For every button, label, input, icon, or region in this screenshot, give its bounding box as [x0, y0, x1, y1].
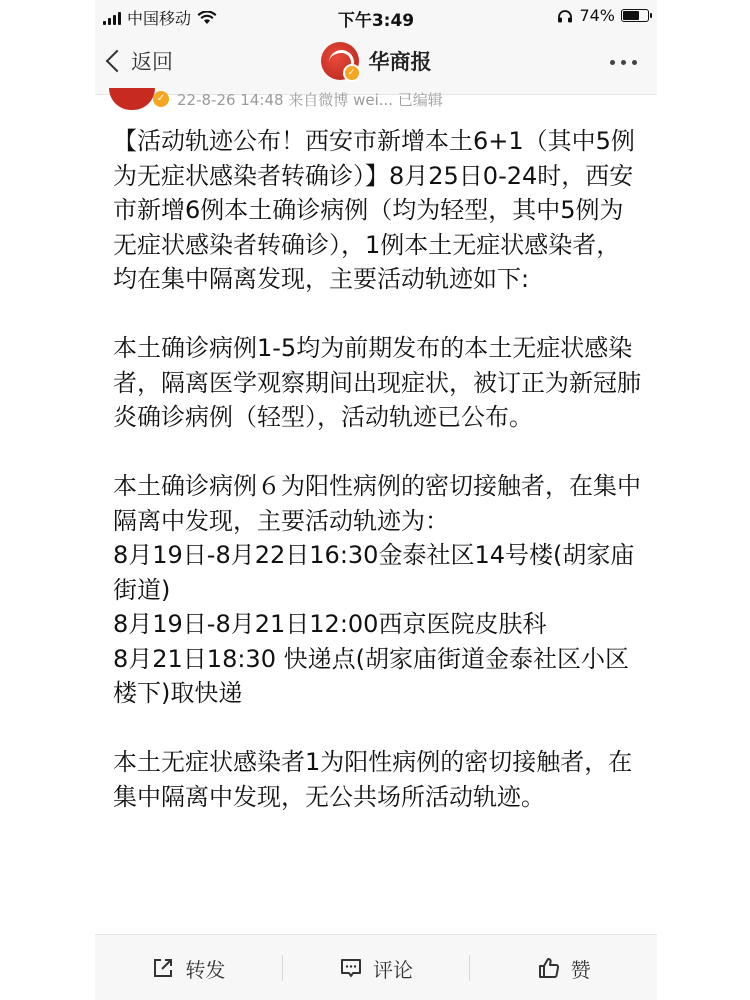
comment-label: 评论: [373, 957, 413, 982]
nav-account[interactable]: [95, 42, 657, 80]
battery-fill: [623, 11, 639, 20]
paragraph-gap: [113, 297, 641, 332]
headphones-icon: [557, 9, 573, 23]
repost-label: 转发: [185, 957, 226, 982]
like-label: 赞: [570, 957, 591, 982]
more-button[interactable]: [610, 60, 637, 65]
phone-screen: [95, 0, 657, 1000]
more-dot-icon: [610, 60, 615, 65]
back-label: 返回: [131, 50, 173, 74]
author-avatar[interactable]: [109, 88, 155, 110]
track-line: 8月21日18:30 快递点(胡家庙街道金泰社区小区楼下)取快递: [113, 644, 629, 707]
more-dot-icon: [621, 60, 626, 65]
status-right: [557, 6, 649, 25]
paragraph-gap: [113, 711, 641, 746]
post-content: [113, 124, 641, 814]
clock: 下午3:49: [337, 11, 415, 31]
post-paragraph: 本土确诊病例６为阳性病例的密切接触者，在集中隔离中发现，主要活动轨迹为：: [113, 472, 641, 535]
battery-icon: [621, 9, 649, 22]
comment-icon: [339, 956, 363, 980]
right-margin: [657, 0, 750, 1000]
more-dot-icon: [632, 60, 637, 65]
post-meta: [109, 88, 649, 110]
verified-badge-icon: ✓: [153, 91, 169, 107]
nav-bar: [95, 32, 657, 95]
thumbs-up-icon: [537, 956, 561, 980]
battery-percent: 74%: [579, 6, 615, 25]
repost-button[interactable]: [95, 948, 282, 988]
like-button[interactable]: [470, 948, 657, 988]
post-paragraph: 本土无症状感染者1为阳性病例的密切接触者，在集中隔离中发现，无公共场所活动轨迹。: [113, 748, 633, 811]
page-title: 华商报: [368, 50, 432, 74]
status-bar: [95, 0, 657, 32]
track-line: 8月19日-8月21日12:00西京医院皮肤科: [113, 610, 547, 638]
post-paragraph: 【活动轨迹公布！西安市新增本土6+1（其中5例为无症状感染者转确诊）】8月25日0-24时，西安市新增6例本土确诊病例（均为轻型，其中5例为无症状感染者转确诊），1例本土无症状感染者，均在集中隔离发现，主要活动轨迹如下:: [113, 127, 635, 293]
post-paragraph: 本土确诊病例1-5均为前期发布的本土无症状感染者，隔离医学观察期间出现症状，被订正为新冠肺炎确诊病例（轻型），活动轨迹已公布。: [113, 334, 641, 431]
track-line: 8月19日-8月22日16:30金泰社区14号楼(胡家庙街道): [113, 541, 635, 604]
comment-button[interactable]: [283, 948, 470, 988]
paragraph-gap: [113, 435, 641, 470]
post-meta-text: 22-8-26 14:48 来自微博 wei... 已编辑: [177, 90, 443, 109]
carrier-label: 中国移动: [127, 9, 192, 28]
verified-badge-icon: ✓: [343, 64, 361, 82]
action-bar: [95, 934, 657, 1000]
left-margin: [0, 0, 95, 1000]
repost-icon: [151, 956, 175, 980]
avatar: [321, 42, 359, 80]
